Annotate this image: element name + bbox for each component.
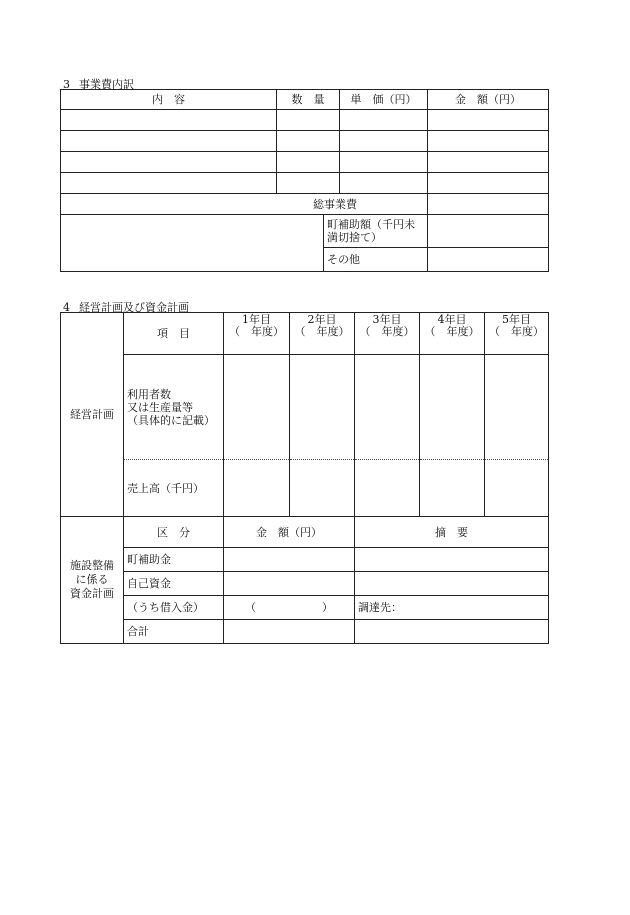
section3-title-text: 事業費内訳: [79, 78, 134, 91]
funding-summary-cell[interactable]: [355, 548, 549, 572]
expense-quantity-cell[interactable]: [277, 173, 340, 194]
category-header: 区 分: [124, 517, 224, 548]
expense-content-cell[interactable]: [61, 152, 277, 173]
year-1-fiscal: （ 年度）: [229, 325, 284, 338]
users-year-1-cell[interactable]: [224, 355, 290, 460]
sales-year-2-cell[interactable]: [290, 460, 355, 517]
expense-unit-price-cell[interactable]: [340, 110, 428, 131]
operation-plan-label: 経営計画: [61, 313, 124, 517]
expense-quantity-cell[interactable]: [277, 131, 340, 152]
funding-category: 自己資金: [124, 572, 224, 596]
funding-category: （うち借入金）: [124, 596, 224, 620]
year-5-label: 5年目: [502, 313, 531, 326]
other-cell[interactable]: [428, 248, 549, 272]
year-4-header: [420, 313, 485, 355]
year-1-header: [224, 313, 290, 355]
sales-year-5-cell[interactable]: [485, 460, 549, 517]
expense-unit-price-cell[interactable]: [340, 173, 428, 194]
year-5-fiscal: （ 年度）: [489, 325, 544, 338]
business-funding-plan-table: [60, 312, 549, 644]
header-content: 内 容: [61, 90, 277, 110]
funding-total-summary-cell[interactable]: [355, 620, 549, 644]
year-5-header: [485, 313, 549, 355]
sales-year-4-cell[interactable]: [420, 460, 485, 517]
summary-header: 摘 要: [355, 517, 549, 548]
town-subsidy-label: 町補助額（千円未満切捨て）: [324, 215, 428, 248]
funding-row: [61, 620, 549, 644]
other-label: その他: [324, 248, 428, 272]
sales-year-3-cell[interactable]: [355, 460, 420, 517]
section3-number: 3: [63, 78, 70, 91]
year-4-label: 4年目: [437, 313, 467, 326]
year-2-header: [290, 313, 355, 355]
expense-unit-price-cell[interactable]: [340, 152, 428, 173]
total-cost-cell[interactable]: [428, 194, 549, 215]
funding-amount-cell[interactable]: [224, 572, 355, 596]
funding-summary-cell[interactable]: [355, 572, 549, 596]
users-year-2-cell[interactable]: [290, 355, 355, 460]
funding-category: 合計: [124, 620, 224, 644]
section4-title-text: 経営計画及び資金計画: [79, 301, 189, 314]
expense-amount-cell[interactable]: [428, 131, 549, 152]
expense-row: [61, 110, 549, 131]
expense-content-cell[interactable]: [61, 110, 277, 131]
loan-amount-cell[interactable]: （ ）: [224, 596, 355, 620]
expense-row: [61, 173, 549, 194]
users-year-3-cell[interactable]: [355, 355, 420, 460]
year-3-header: [355, 313, 420, 355]
expense-quantity-cell[interactable]: [277, 152, 340, 173]
expense-row: [61, 152, 549, 173]
year-2-fiscal: （ 年度）: [294, 325, 350, 338]
funding-total-amount-cell[interactable]: [224, 620, 355, 644]
expense-breakdown-table: [60, 89, 549, 272]
funding-row: [61, 548, 549, 572]
town-subsidy-cell[interactable]: [428, 215, 549, 248]
year-2-label: 2年目: [307, 313, 337, 326]
expense-quantity-cell[interactable]: [277, 110, 340, 131]
year-4-fiscal: （ 年度）: [424, 325, 480, 338]
funding-row: [61, 572, 549, 596]
section4-number: 4: [63, 301, 70, 314]
funding-plan-label: 施設整備 に係る 資金計画: [61, 517, 124, 644]
funding-category: 町補助金: [124, 548, 224, 572]
expense-content-cell[interactable]: [61, 173, 277, 194]
expense-amount-cell[interactable]: [428, 152, 549, 173]
year-3-label: 3年目: [372, 313, 402, 326]
breakdown-blank-cell: [61, 215, 324, 272]
sales-year-1-cell[interactable]: [224, 460, 290, 517]
header-unit-price: 単 価（円）: [340, 90, 428, 110]
expense-amount-cell[interactable]: [428, 110, 549, 131]
users-production-label: 利用者数 又は生産量等 （具体的に記載）: [124, 355, 224, 460]
users-year-4-cell[interactable]: [420, 355, 485, 460]
funding-row: [61, 596, 549, 620]
funding-amount-cell[interactable]: [224, 548, 355, 572]
year-3-fiscal: （ 年度）: [359, 325, 415, 338]
header-quantity: 数 量: [277, 90, 340, 110]
expense-row: [61, 131, 549, 152]
expense-amount-cell[interactable]: [428, 173, 549, 194]
expense-unit-price-cell[interactable]: [340, 131, 428, 152]
loan-source-cell[interactable]: 調達先：: [355, 596, 549, 620]
expense-content-cell[interactable]: [61, 131, 277, 152]
year-1-label: 1年目: [242, 313, 271, 326]
sales-label: 売上高（千円）: [124, 460, 224, 517]
users-year-5-cell[interactable]: [485, 355, 549, 460]
item-header: 項 目: [124, 313, 224, 355]
header-amount: 金 額（円）: [428, 90, 549, 110]
amount-header: 金 額（円）: [224, 517, 355, 548]
total-cost-label: 総事業費: [61, 194, 428, 215]
